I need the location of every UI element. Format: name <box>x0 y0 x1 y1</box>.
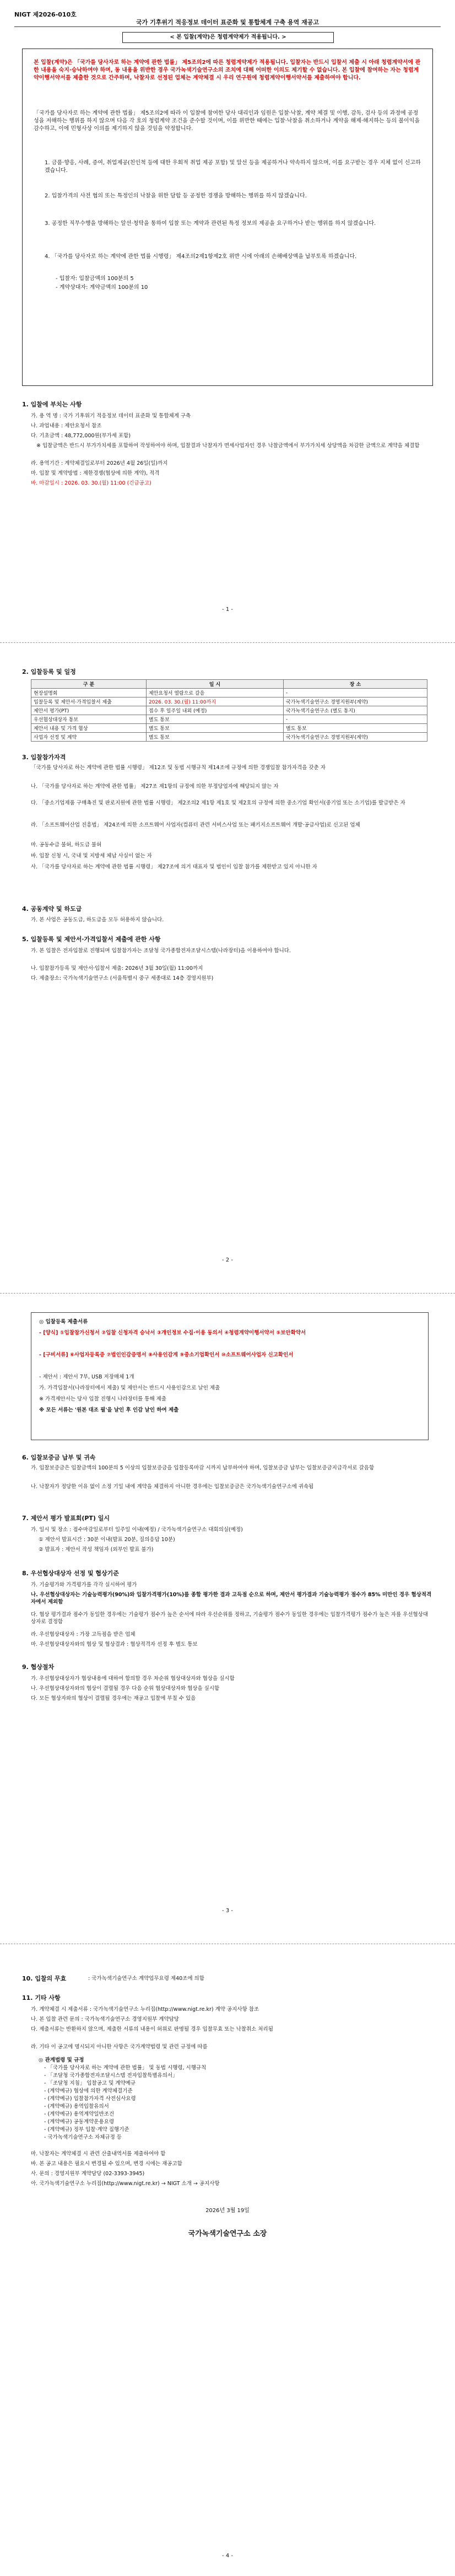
page-1 <box>0 0 455 640</box>
integrity-item: 3. 공정한 직무수행을 방해하는 알선·청탁을 통하여 입찰 또는 계약과 관련된 특정 정보의 제공을 요구하거나 받는 행위를 하지 않겠습니다. <box>45 221 376 227</box>
section-heading: 8. 우선협상대상자 선정 및 협상기준 <box>22 1570 119 1577</box>
table-cell: 별도 통보 <box>147 733 284 742</box>
table-cell: 우선협상대상자 통보 <box>31 715 147 724</box>
section-line: 가. 우선협상대상자가 협상내용에 대하여 합의할 경우 차순위 협상대상자와 협상을 실시함 <box>31 1676 235 1682</box>
document-number: NIGT 제2026-010호 <box>14 11 77 18</box>
integrity-item: - 입찰자: 입찰금액의 100분의 5 <box>56 276 134 282</box>
section-heading: 7. 제안서 평가 발표회(PT) 일시 <box>22 1515 110 1522</box>
issuer-signature: 국가녹색기술연구소 소장 <box>188 2230 267 2238</box>
box-line: - (계약예규) 입찰참가자격 사전심사요령 <box>44 2096 136 2102</box>
section-line: 나. 낙찰자가 정당한 이유 없이 소정 기일 내에 계약을 체결하지 아니한 경우에는 입찰보증금은 국가녹색기술연구소에 귀속됨 <box>31 1484 314 1490</box>
table-cell: 제안요청서 열람으로 갈음 <box>147 689 284 697</box>
box-line: - (계약예규) 용역입찰유의서 <box>44 2103 109 2110</box>
section-line: ② 발표자 : 제안서 작성 책임자 (외부인 발표 불가) <box>39 1547 154 1553</box>
table-cell: 사업자 선정 및 계약 <box>31 733 147 742</box>
box-line: 가. 가격입찰서(나라장터에서 제출) 및 제안서는 반드시 사용인감으로 날인 제출 <box>39 1385 220 1391</box>
integrity-intro: 본 입찰(계약)은 「국가를 당사자로 하는 계약에 관한 법률」 제5조의2에 따른 청렴계약제가 적용됩니다. 입찰자는 반드시 입찰서 제출 시 아래 청렴계약서에 관한 내용을 숙지·승낙하여야 하며, 동 내용을 위반한 경우 국가녹색기술연구소의 조치에 대해 어떠한 이의도 제기할 수 없습니다. 본 입찰에 참여하는 자는 청렴계약이행서약서를 제출한 것으로 간주하며, 낙찰자로 선정된 업체는 계약체결 시 우리 연구원에 청렴계약이행서약서를 제출하여야 합니다. <box>34 60 421 81</box>
box-line: - 제안서 : 제안서 7부, USB 저장매체 1개 <box>39 1374 134 1380</box>
section-heading: 3. 입찰참가자격 <box>22 754 66 761</box>
box-line: - 「조달청 지침」 입찰공고 및 계약예규 <box>44 2080 136 2086</box>
section-line: ① 제안서 발표시간 : 30분 이내(발표 20분, 질의응답 10분) <box>39 1537 175 1543</box>
table-header: 일 시 <box>147 680 284 689</box>
integrity-paragraph: 「국가를 당사자로 하는 계약에 관한 법률」 제5조의2에 따라 이 입찰에 참여한 당사 대리인과 임원은 입찰·낙찰, 계약 체결 및 이행, 감독, 검사 등의 과정에 공정성을 저해하는 행위를 하지 않으며 다음 각 호의 청렴계약 조건을 준수할 것이며, 이를 위반한 때에는 입찰·낙찰을 취소하거나 계약을 해제·해지하는 등의 불이익을 감수하고, 이에 민형사상 이의를 제기하지 않을 것임을 약정합니다. <box>34 110 420 132</box>
table-cell: - <box>284 715 427 724</box>
section-line: 나. 우선협상대상자와의 협상이 결렬될 경우 다음 순위 협상대상자와 협상을 실시함 <box>31 1686 220 1692</box>
section-line: 가. 기술평가와 가격평가를 각각 실시하여 평가 <box>31 1582 137 1588</box>
table-row <box>31 724 427 733</box>
section-line: 「국가를 당사자로 하는 계약에 관한 법률 시행령」 제12조 및 동법 시행규칙 제14조에 규정에 의한 경쟁입찰 참가자격을 갖춘 자 <box>31 765 326 771</box>
regulations-box <box>39 2057 424 2145</box>
integrity-item: 2. 입찰가격의 사전 협의 또는 특정인의 낙찰을 위한 담합 등 공정한 경쟁을 방해하는 행위를 하지 않겠습니다. <box>45 193 307 199</box>
section-line: 마. 우선협상대상자와의 협상 및 협상결과 : 협상적격자 선정 후 별도 통보 <box>31 1641 198 1647</box>
section-line: 라. 「소프트웨어산업 진흥법」 제24조에 의한 소프트웨어 사업자(컴퓨터 관련 서비스사업 또는 패키지소프트웨어 개발·공급사업)로 신고된 업체 <box>31 822 360 828</box>
box-line: ※ 가격제안서는 당사 입찰 진행시 나라장터를 통해 제출 <box>39 1396 166 1402</box>
section-line: 라. 우선협상대상자 : 가장 고득점을 받은 업체 <box>31 1632 136 1638</box>
table-cell: 제안서 평가(PT) <box>31 706 147 715</box>
section-heading: 1. 입찰에 부치는 사항 <box>22 401 82 408</box>
section-line: 마. 낙찰자는 계약체결 시 관련 산출내역서를 제출하여야 함 <box>31 2151 166 2157</box>
integrity-item: 4. 「국가를 당사자로 하는 계약에 관한 법률 시행령」 제4조의2제1항제2호 위반 시에 아래의 손해배상액을 납부토록 하겠습니다. <box>45 254 357 260</box>
integrity-item: 1. 금품·향응, 사례, 증여, 취업제공(친인척 등에 대한 우회적 취업 제공 포함) 및 알선 등을 제공하거나 약속하지 않으며, 이를 요구받는 경우 지체 없이 신고하겠습니다. <box>45 160 421 174</box>
table-cell: 제안서 내용 및 가격 협상 <box>31 724 147 733</box>
section-line: 가. 일시 및 장소 : 접수마감일로부터 일주일 이내(예정) / 국가녹색기술연구소 대회의실(예정) <box>31 1527 243 1533</box>
box-line: - 「조달청 국가종합전자조달시스템 전자입찰특별유의서」 <box>44 2073 178 2079</box>
box-line: - (계약예규) 정부 입찰·계약 집행기준 <box>44 2127 129 2133</box>
integrity-banner: < 본 입찰(계약)은 청렴계약제가 적용됩니다. > <box>122 32 334 43</box>
table-row <box>31 706 427 715</box>
table-cell: 국가녹색기술연구소 (별도 통지) <box>284 706 427 715</box>
page-number: - 3 - <box>222 1908 233 1914</box>
section-line: 가. 본 입찰은 전자입찰로 진행되며 입찰참가자는 조달청 국가종합전자조달시스템(나라장터)을 이용하여야 합니다. <box>31 948 291 954</box>
section-line: 다. 제출서류는 반환하지 않으며, 제출한 서류의 내용이 허위로 판명될 경우 입찰무효 또는 낙찰취소 처리됨 <box>31 2026 273 2032</box>
page-number: - 4 - <box>222 2553 233 2559</box>
section-line: 가. 본 사업은 공동도급, 하도급을 모두 허용하지 않습니다. <box>31 917 164 923</box>
table-row <box>31 733 427 742</box>
table-cell: 별도 통보 <box>147 724 284 733</box>
section-heading: 11. 기타 사항 <box>22 1994 61 2001</box>
page-divider <box>0 1293 455 1294</box>
page-number: - 1 - <box>222 607 233 613</box>
deadline-line: 바. 마감일시 : 2026. 03. 30.(월) 11:00 (긴급공고) <box>31 480 151 486</box>
table-row <box>31 715 427 724</box>
section-line: 가. 계약체결 시 제출서류 : 국가녹색기술연구소 누리집(http://www.nigt.re.kr) 계약 공지사항 참조 <box>31 2006 259 2012</box>
section-line: 라. 기타 이 공고에 명시되지 아니한 사항은 국가계약법령 및 관련 규정에 따름 <box>31 2044 208 2050</box>
section-heading: 5. 입찰등록 및 제안서·가격입찰서 제출에 관한 사항 <box>22 936 161 943</box>
page-3 <box>0 1296 455 1941</box>
box-title: ◎ 입찰등록 제출서류 <box>39 1319 88 1325</box>
section-heading: 9. 협상절차 <box>22 1663 55 1671</box>
section-heading: 2. 입찰등록 및 일정 <box>22 668 76 675</box>
section-line: 다. 제출장소: 국가녹색기술연구소 (서울특별시 중구 세종대로 14층 경영지원부) <box>31 975 214 981</box>
section-line: 사. 「국가를 당사자로 하는 계약에 관한 법률 시행령」 제27조에 의거 대표자 및 법인이 입찰 참가를 제한받고 있지 아니한 자 <box>31 864 317 870</box>
table-cell: 국가녹색기술연구소 경영지원부(계약) <box>284 697 427 706</box>
box-line: - 「국가를 당사자로 하는 계약에 관한 법률」 및 동법 시행령, 시행규칙 <box>44 2065 207 2071</box>
box-line: - (계약예규) 공동계약운용요령 <box>44 2119 115 2125</box>
page-divider <box>0 642 455 643</box>
document-title: 국가 기후위기 적응정보 데이터 표준화 및 통합체계 구축 용역 재공고 <box>136 19 319 26</box>
section-line: 바. 입찰 신청 시, 국내 및 지방세 체납 사실이 없는 자 <box>31 853 152 859</box>
table-cell: 국가녹색기술연구소 경영지원부(계약) <box>284 733 427 742</box>
box-title: ◎ 관계법령 및 규정 <box>39 2057 84 2063</box>
notice-date: 2026년 3월 19일 <box>205 2208 250 2214</box>
section-line: 마. 공동수급 불허, 하도급 불허 <box>31 842 102 848</box>
integrity-item: - 계약상대자: 계약금액의 100분의 10 <box>56 285 148 291</box>
box-line: - (계약예규) 용역계약일반조건 <box>44 2111 115 2117</box>
section-line: 나. 본 입찰 관련 문의 : 국가녹색기술연구소 경영지원부 계약담당 <box>31 2016 179 2022</box>
section-line: 나. 우선협상대상자는 기술능력평가(90%)와 입찰가격평가(10%)를 종합 평가한 결과 고득점 순으로 하며, 제안서 평가결과 기술능력평가 점수가 85% 미만인 경우 협상적격자에서 제외함 <box>31 1592 432 1605</box>
table-row <box>31 697 427 706</box>
table-cell: 2026. 03. 30.(월) 11:00까지 <box>147 697 284 706</box>
box-line: - [양식] ①입찰참가신청서 ②입찰 신청자격 승낙서 ③개인정보 수집·이용 동의서 ④청렴계약이행서약서 ⑤보안확약서 <box>39 1330 306 1336</box>
table-cell: 별도 통보 <box>147 715 284 724</box>
section-line: 다. 모든 협상자와의 협상이 결렬될 경우에는 재공고 입찰에 부칠 수 있음 <box>31 1695 196 1702</box>
submission-docs-box <box>31 1312 429 1440</box>
section-line: : 국가녹색기술연구소 계약업무요령 제40조에 의함 <box>88 1976 204 1982</box>
section-line: 가. 용 역 명 : 국가 기후위기 적응정보 데이터 표준화 및 통합체계 구축 <box>31 413 191 419</box>
page-2 <box>0 645 455 1290</box>
table-cell: 현장설명회 <box>31 689 147 697</box>
section-line: 아. 국가녹색기술연구소 누리집(http://www.nigt.re.kr) → NIGT 소개 → 공지사항 <box>31 2181 220 2187</box>
section-heading: 6. 입찰보증금 납부 및 귀속 <box>22 1454 96 1461</box>
section-line: 가. 입찰보증금은 입찰금액의 100분의 5 이상의 입찰보증금을 입찰등록마감 시까지 납부하여야 하며, 입찰보증금 납부는 입찰보증금지급각서로 갈음함 <box>31 1465 375 1471</box>
box-line: - 국가녹색기술연구소 자체규정 등 <box>44 2134 122 2140</box>
box-line: ※ 모든 서류는 '원본 대조 필'을 날인 후 인감 날인 하여 제출 <box>39 1407 179 1413</box>
section-line: 라. 용역기간 : 계약체결일로부터 2026년 4월 26일(일)까지 <box>31 460 168 466</box>
section-line: 다. 기초금액 : 48,772,000원(부가세 포함) <box>31 433 131 439</box>
section-heading: 4. 공동계약 및 하도급 <box>22 905 82 913</box>
section-line: 다. 「중소기업제품 구매촉진 및 판로지원에 관한 법률 시행령」 제2조의2 제1항 제1호 및 제2호의 규정에 의한 중소기업 확인서(중기업 또는 소기업)를 발급받은 자 <box>31 800 405 806</box>
title-divider <box>14 26 441 27</box>
section-line: 다. 협상 평가결과 점수가 동일한 경우에는 기술평가 점수가 높은 순서에 따라 우선순위를 정하고, 기술평가 점수가 동일한 경우에는 입찰가격평가 점수가 높은 자를 우선협상대상자로 결정함 <box>31 1612 429 1625</box>
table-cell: - <box>284 689 427 697</box>
section-line: 나. 과업내용 : 제안요청서 참조 <box>31 423 102 429</box>
section-line: 나. 입찰참가등록 및 제안서·입찰서 제출: 2026년 3월 30일(월) 11:00까지 <box>31 965 203 972</box>
section-line: 나. 「국가를 당사자로 하는 계약에 관한 법률」 제27조 제1항의 규정에 의한 부정당업자에 해당되지 않는 자 <box>31 783 279 790</box>
section-heading: 10. 입찰의 무효 <box>22 1975 67 1982</box>
box-line: - [구비서류] ⑥사업자등록증 ⑦법인인감증명서 ⑧사용인감계 ⑨중소기업확인서 ⑩소프트웨어사업자 신고확인서 <box>39 1352 294 1358</box>
section-line: 바. 본 공고 내용은 필요시 변경될 수 있으며, 변경 시에는 재공고함 <box>31 2161 182 2167</box>
schedule-table <box>31 679 427 742</box>
box-line: - (계약예규) 협상에 의한 계약체결기준 <box>44 2088 133 2094</box>
page-number: - 2 - <box>222 1257 233 1263</box>
table-cell: 접수 후 일주일 내외 (예정) <box>147 706 284 715</box>
table-cell: 별도 통보 <box>284 724 427 733</box>
integrity-box <box>22 49 433 386</box>
table-cell: 입찰등록 및 제안서·가격입찰서 제출 <box>31 697 147 706</box>
table-header: 구 분 <box>31 680 147 689</box>
table-header: 장 소 <box>284 680 427 689</box>
table-row <box>31 689 427 697</box>
page-4 <box>0 1946 455 2576</box>
section-line: 사. 문의 : 경영지원부 계약담당 (02-3393-3945) <box>31 2171 145 2177</box>
section-line: 마. 입찰 및 계약방법 : 제한경쟁(협상에 의한 계약), 적격 <box>31 470 160 476</box>
table-header-row <box>31 680 427 689</box>
section-note: ※ 입찰금액은 반드시 부가가치세를 포함하여 작성하여야 하며, 입찰결과 낙찰자가 면세사업자인 경우 낙찰금액에서 부가가치세 상당액을 차감한 금액으로 계약을 체결함 <box>36 443 420 449</box>
